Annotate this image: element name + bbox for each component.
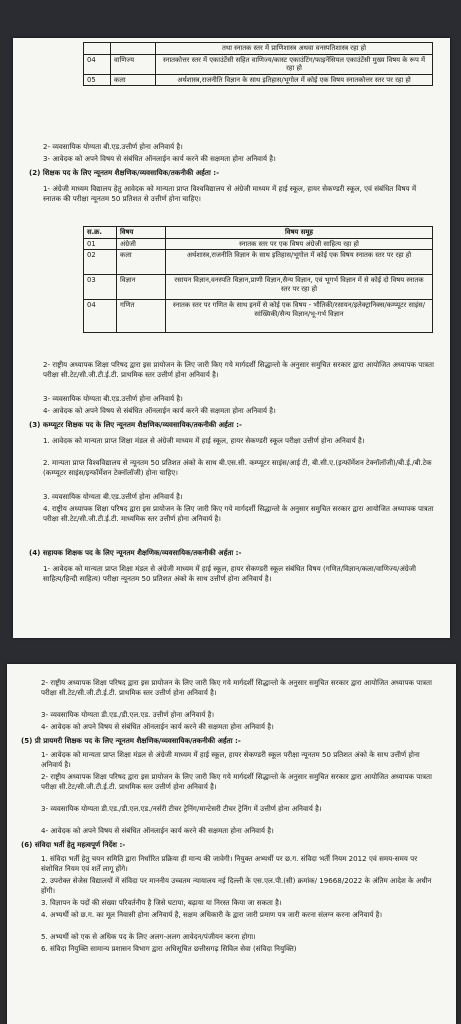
paragraph: 3. विज्ञापन के पदों की संख्या परिवर्तनीय है जिसे घटाया, बढ़ाया या निरस्त किया जा सकता है। [41, 898, 282, 907]
document-page-1 [13, 38, 450, 638]
paragraph: 2- व्यवसायिक योग्यता बी.एड.उत्तीर्ण होना अनिवार्य है। [43, 142, 183, 151]
paragraph: 1- आवेदक को मान्यता प्राप्त शिक्षा मंडल से अंग्रेजी माध्यम में हाई स्कूल, हायर सेकण्डरी स्कूल संबंधित विषय (गणित/विज्ञान/कला/वाणिज्य/अंग्रेजी साहित्य/हिन्दी साहित्य) परीक्षा न्यूनतम 50 प्रतिशत अंको के साथ उत्तीर्ण होना अनिवार्य है। [43, 564, 416, 583]
table-row: 03 विज्ञान रसायन विज्ञान,वनस्पति विज्ञान,प्राणी विज्ञान,सैन्य विज्ञान, एवं भूगर्भ विज्ञान में से कोई दो विषय स्नातक स्तर पर रहा हो [84, 275, 433, 300]
paragraph: 2- राष्ट्रीय अध्यापक शिक्षा परिषद द्वारा इस प्रायोजन के लिए जारी किए गये मार्गदर्शी सिद्धान्तो के अनुसार समुचित सरकार द्वारा आयोजित अध्यापक पात्रता परीक्षा सी.टेट/सी.जी.टी.ई.टी. प्राथमिक स्तर उत्तीर्ण होना अनिवार्य है। [41, 678, 432, 697]
paragraph: 1- आवेदक को मान्यता प्राप्त शिक्षा मंडल से अंग्रेजी माध्यम में हाई स्कूल, हायर सेकण्डरी स्कूल परीक्षा न्यूनतम 50 प्रतिशत अंको के साथ उत्तीर्ण होना अनिवार्य है। [41, 750, 420, 769]
section-heading: (3) कम्प्यूटर शिक्षक पद के लिए न्यूनतम शैक्षणिक/व्यवसायिक/तकनीकी अर्हता :- [29, 420, 242, 429]
paragraph: 2- राष्ट्रीय अध्यापक शिक्षा परिषद द्वारा इस प्रायोजन के लिए जारी किए गये मार्गदर्शी सिद्धान्तो के अनुसार समुचित सरकार द्वारा आयोजित अध्यापक पात्रता परीक्षा सी.टेट/सी.जी.टी.ई.टी. प्राथमिक स्तर उत्तीर्ण होना अनिवार्य है। [43, 360, 434, 379]
subject-table-teacher [83, 226, 433, 333]
paragraph: 1- अंग्रेजी माध्यम विद्यालय हेतु आवेदक को मान्यता प्राप्त विश्वविद्यालय से अंग्रेजी माध्यम में हाई स्कूल, हायर सेकण्डरी स्कूल, एवं संबंधित विषय में स्नातक की परीक्षा न्यूनतम 50 प्रतिशत से उत्तीर्ण होना चाहिए। [43, 184, 417, 203]
section-heading: (4) सहायक शिक्षक पद के लिए न्यूनतम शैक्षणिक/व्यवसायिक/तकनीकी अर्हता :- [29, 548, 242, 557]
paragraph: 4. अभ्यर्थी को छ.ग. का मूल निवासी होना अनिवार्य है, सक्षम अधिकारी के द्वारा जारी प्रमाण पत्र जारी करना संलग्न करना अनिवार्य है। [41, 910, 383, 919]
table-header-row: स.क्र. विषय विषय समूह [84, 227, 433, 239]
table-row: 04 गणित स्नातक स्तर पर गणित के साथ इनमें से कोई एक विषय - भौतिकी/रसायन/इलेक्ट्रानिक्स/कम्प्यूटर साइंस/सांख्यिकी/सैन्य विज्ञान/भू-गर्भ विज्ञान [84, 300, 433, 333]
paragraph: 3- व्यवसायिक योग्यता डी.एड./डी.एल.एड./नर्सरी टीचर ट्रेनिंग/मान्टेसरी टीचर ट्रेनिंग में उत्तीर्ण होना अनिवार्य है। [41, 804, 322, 813]
table-row: तथा स्नातक स्तर में प्राणिशास्त्र अथवा वनस्पतिशास्त्र रहा हो [84, 43, 433, 55]
document-page-2 [7, 664, 456, 1024]
paragraph: 6. संविदा नियुक्ति सामान्य प्रशासन विभाग द्वारा अधिसूचित छत्तीसगढ़ सिविल सेवा (संविदा नियुक्ति) [41, 944, 297, 953]
paragraph: 1. आवेदक को मान्यता प्राप्त शिक्षा मंडल से अंग्रेजी माध्यम में हाई स्कूल, हायर सेकण्डरी स्कूल परीक्षा उत्तीर्ण होना अनिवार्य है। [43, 436, 365, 445]
table-row: 02 कला अर्थशास्त्र,राजनीति विज्ञान के साथ इतिहास/भूगोल में कोई एक विषय स्नातक स्तर पर रहा हो [84, 250, 433, 275]
subject-table-lecturer [83, 42, 433, 86]
paragraph: 2- राष्ट्रीय अध्यापक शिक्षा परिषद द्वारा इस प्रायोजन के लिए जारी किए गये मार्गदर्शी सिद्धान्तो के अनुसार समुचित सरकार द्वारा आयोजित अध्यापक पात्रता परीक्षा सी.टेट/सी.जी.टी.ई.टी. प्राथमिक स्तर उत्तीर्ण होना अनिवार्य है। [41, 772, 432, 791]
paragraph: 5. अभ्यर्थी को एक से अधिक पद के लिए अलग-अलग आवेदन/पंजीयन करना होगा। [41, 932, 256, 941]
paragraph: 3- व्यवसायिक योग्यता डी.एड./डी.एल.एड. उत्तीर्ण होना अनिवार्य है। [41, 710, 215, 719]
table-row: 05 कला अर्थशास्त्र,राजनीति विज्ञान के साथ इतिहास/भूगोल में कोई एक विषय स्नातकोत्तर स्तर पर रहा हो [84, 74, 433, 86]
paragraph: 4- आवेदक को अपने विषय से संबंधित ऑनलाईन कार्य करने की सक्षमता होना अनिवार्य है। [41, 826, 274, 835]
paragraph: 3- व्यवसायिक योग्यता बी.एड.उत्तीर्ण होना अनिवार्य है। [43, 394, 183, 403]
paragraph: 4. राष्ट्रीय अध्यापक शिक्षा परिषद द्वारा इस प्रायोजन के लिए जारी किए गये मार्गदर्शी सिद्धान्तो के अनुसार समुचित सरकार द्वारा आयोजित अध्यापक पात्रता परीक्षा सी.टेट/सी.जी.टी.ई.टी. माध्यमिक स्तर उत्तीर्ण होना अनिवार्य है। [43, 504, 434, 523]
table-row: 04 वाणिज्य स्नातकोत्तर स्तर में एकाउंटेंसी सहित वाणिज्य/कास्ट एकाउंटिंग/फाइनेंसियल एकाउंटेंसी मुख्य विषय के रूप में रहा हो [84, 54, 433, 74]
paragraph: 3. व्यवसायिक योग्यता बी.एड.उत्तीर्ण होना अनिवार्य है। [43, 492, 183, 501]
paragraph: 4- आवेदक को अपने विषय से संबंधित ऑनलाईन कार्य करने की सक्षमता होना अनिवार्य है। [43, 406, 276, 415]
paragraph: 2. उपरोक्त सेजेस विद्यालयों में संविदा पर माननीय उच्चतम न्यायालय नई दिल्ली के एस.एल.पी.(सी) क्रमांक/ 19668/2022 के अंतिम आदेश के अधीन होंगी। [41, 876, 432, 895]
paragraph: 4- आवेदक को अपने विषय से संबंधित ऑनलाईन कार्य करने की सक्षमता होना अनिवार्य है। [41, 722, 274, 731]
table-row: 01 अंग्रेजी स्नातक स्तर पर एक विषय अंग्रेजी साहित्य रहा हो [84, 238, 433, 250]
paragraph: 3- आवेदक को अपने विषय से संबंधित ऑनलाईन कार्य करने की सक्षमता होना अनिवार्य है। [43, 154, 276, 163]
paragraph: 2. मान्यता प्राप्त विश्वविद्यालय से न्यूनतम 50 प्रतिशत अंको के साथ बी.एस.सी. कम्प्यूटर साइंस/आई टी, बी.सी.ए.(इन्फॉर्मेशन टेक्नॉलॉजी)/बी.ई./बी.टेक (कम्प्यूटर साइंस/इन्फॉर्मेशन टेक्नॉलॉजी) होना चाहिए। [43, 458, 432, 477]
section-heading: (6) संविदा भर्ती हेतु महत्वपूर्ण निर्देश :- [21, 840, 126, 849]
paragraph: 1. संविदा भर्ती हेतु चयन समिति द्वारा निर्धारित प्रक्रिया ही मान्य की जावेगी। नियुक्त अभ्यर्थी पर छ.ग. संविदा भर्ती नियम 2012 एवं समय-समय पर संशोधित नियम एवं शर्तें लागू होंगे। [41, 854, 418, 873]
section-heading: (5) प्री प्रायमरी शिक्षक पद के लिए न्यूनतम शैक्षणिक/व्यवसायिक/तकनीकी अर्हता :- [21, 736, 241, 745]
section-heading: (2) शिक्षक पद के लिए न्यूनतम शैक्षणिक/व्यवसायिक/तकनीकी अर्हता :- [29, 168, 220, 177]
